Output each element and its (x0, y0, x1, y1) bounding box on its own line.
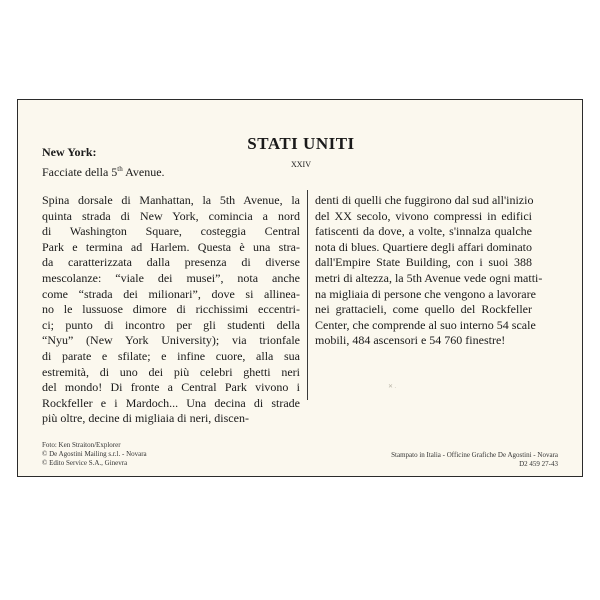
text-line: da caratterizzata dalla presenza di diverse (42, 255, 300, 270)
subtitle-text: Facciate della 5 (42, 165, 118, 179)
printer-line: Stampato in Italia - Officine Grafiche De Agostini - Novara (391, 451, 558, 459)
text-line: estremità, di uno dei più celebri ghetti neri (42, 364, 300, 379)
text-line: Spina dorsale di Manhattan, la 5th Avenue, la (42, 193, 300, 207)
text-line: di Washington Square, costeggia Central (42, 224, 300, 239)
text-line: “Nyu” (New York University); via trionfale (42, 333, 300, 348)
text-line: del XX secolo, vivono compressi in edifici (315, 208, 532, 223)
place-heading: New York: (42, 145, 97, 159)
text-line: ci; punto di incontro per gli studenti della (42, 317, 300, 332)
card-title: STATI UNITI (247, 134, 355, 153)
card-number: XXIV (291, 160, 311, 169)
text-line: denti di quelli che fuggirono dal sud all'inizio (315, 193, 534, 207)
text-line: Rockfeller e i Mardoch... Una decina di strade (42, 395, 300, 410)
faint-mark: ✕ . (388, 384, 397, 390)
text-line: nei grattacieli, come quello del Rockfeller (315, 302, 532, 317)
text-line: fatiscenti da dove, a volte, s'innalza qualche (315, 224, 532, 239)
text-line: mobili, 484 ascensori e 54 760 finestre! (315, 333, 506, 348)
column-divider (307, 190, 308, 400)
text-line: metri di altezza, la 5th Avenue vede ogni matti- (315, 270, 543, 285)
text-line: na migliaia di persone che vengono a lavorare (315, 286, 536, 301)
text-line: dall'Empire State Building, con i suoi 388 (315, 255, 532, 270)
text-line: Park e termina ad Harlem. Questa è una stra- (42, 239, 300, 254)
text-line: no le lussuose dimore di ricchissimi eccentri- (42, 302, 300, 317)
text-line: come “strada dei milionari”, dove si allinea- (42, 286, 300, 301)
subtitle-superscript: th (117, 165, 123, 173)
credit-line: © Edito Service S.A., Ginevra (42, 459, 128, 467)
text-line: di parate e sfilate; e infine cuore, alla sua (42, 348, 300, 363)
credit-line: Foto: Ken Straiton/Explorer (42, 441, 121, 449)
text-column-left (42, 193, 300, 427)
subtitle (42, 165, 165, 180)
text-line: mescolanze: “viale dei musei”, nota anche (42, 270, 300, 285)
text-column-right (315, 193, 543, 349)
text-line: del mondo! Di fronte a Central Park vivono i (42, 380, 300, 395)
printer-info (391, 451, 558, 469)
credit-line: © De Agostini Mailing s.r.l. - Novara (42, 450, 147, 458)
product-code: D2 459 27-43 (519, 460, 558, 468)
text-line: Center, che comprende al suo interno 54 scale (315, 317, 536, 332)
text-line: nota di blues. Quartiere degli affari dominato (315, 239, 532, 254)
postcard-back (17, 99, 583, 477)
photo-credits (42, 441, 147, 468)
subtitle-text-end: Avenue. (122, 165, 165, 179)
text-line: quinta strada di New York, comincia a nord (42, 208, 300, 223)
text-line: più oltre, decine di migliaia di neri, discen- (42, 411, 249, 426)
